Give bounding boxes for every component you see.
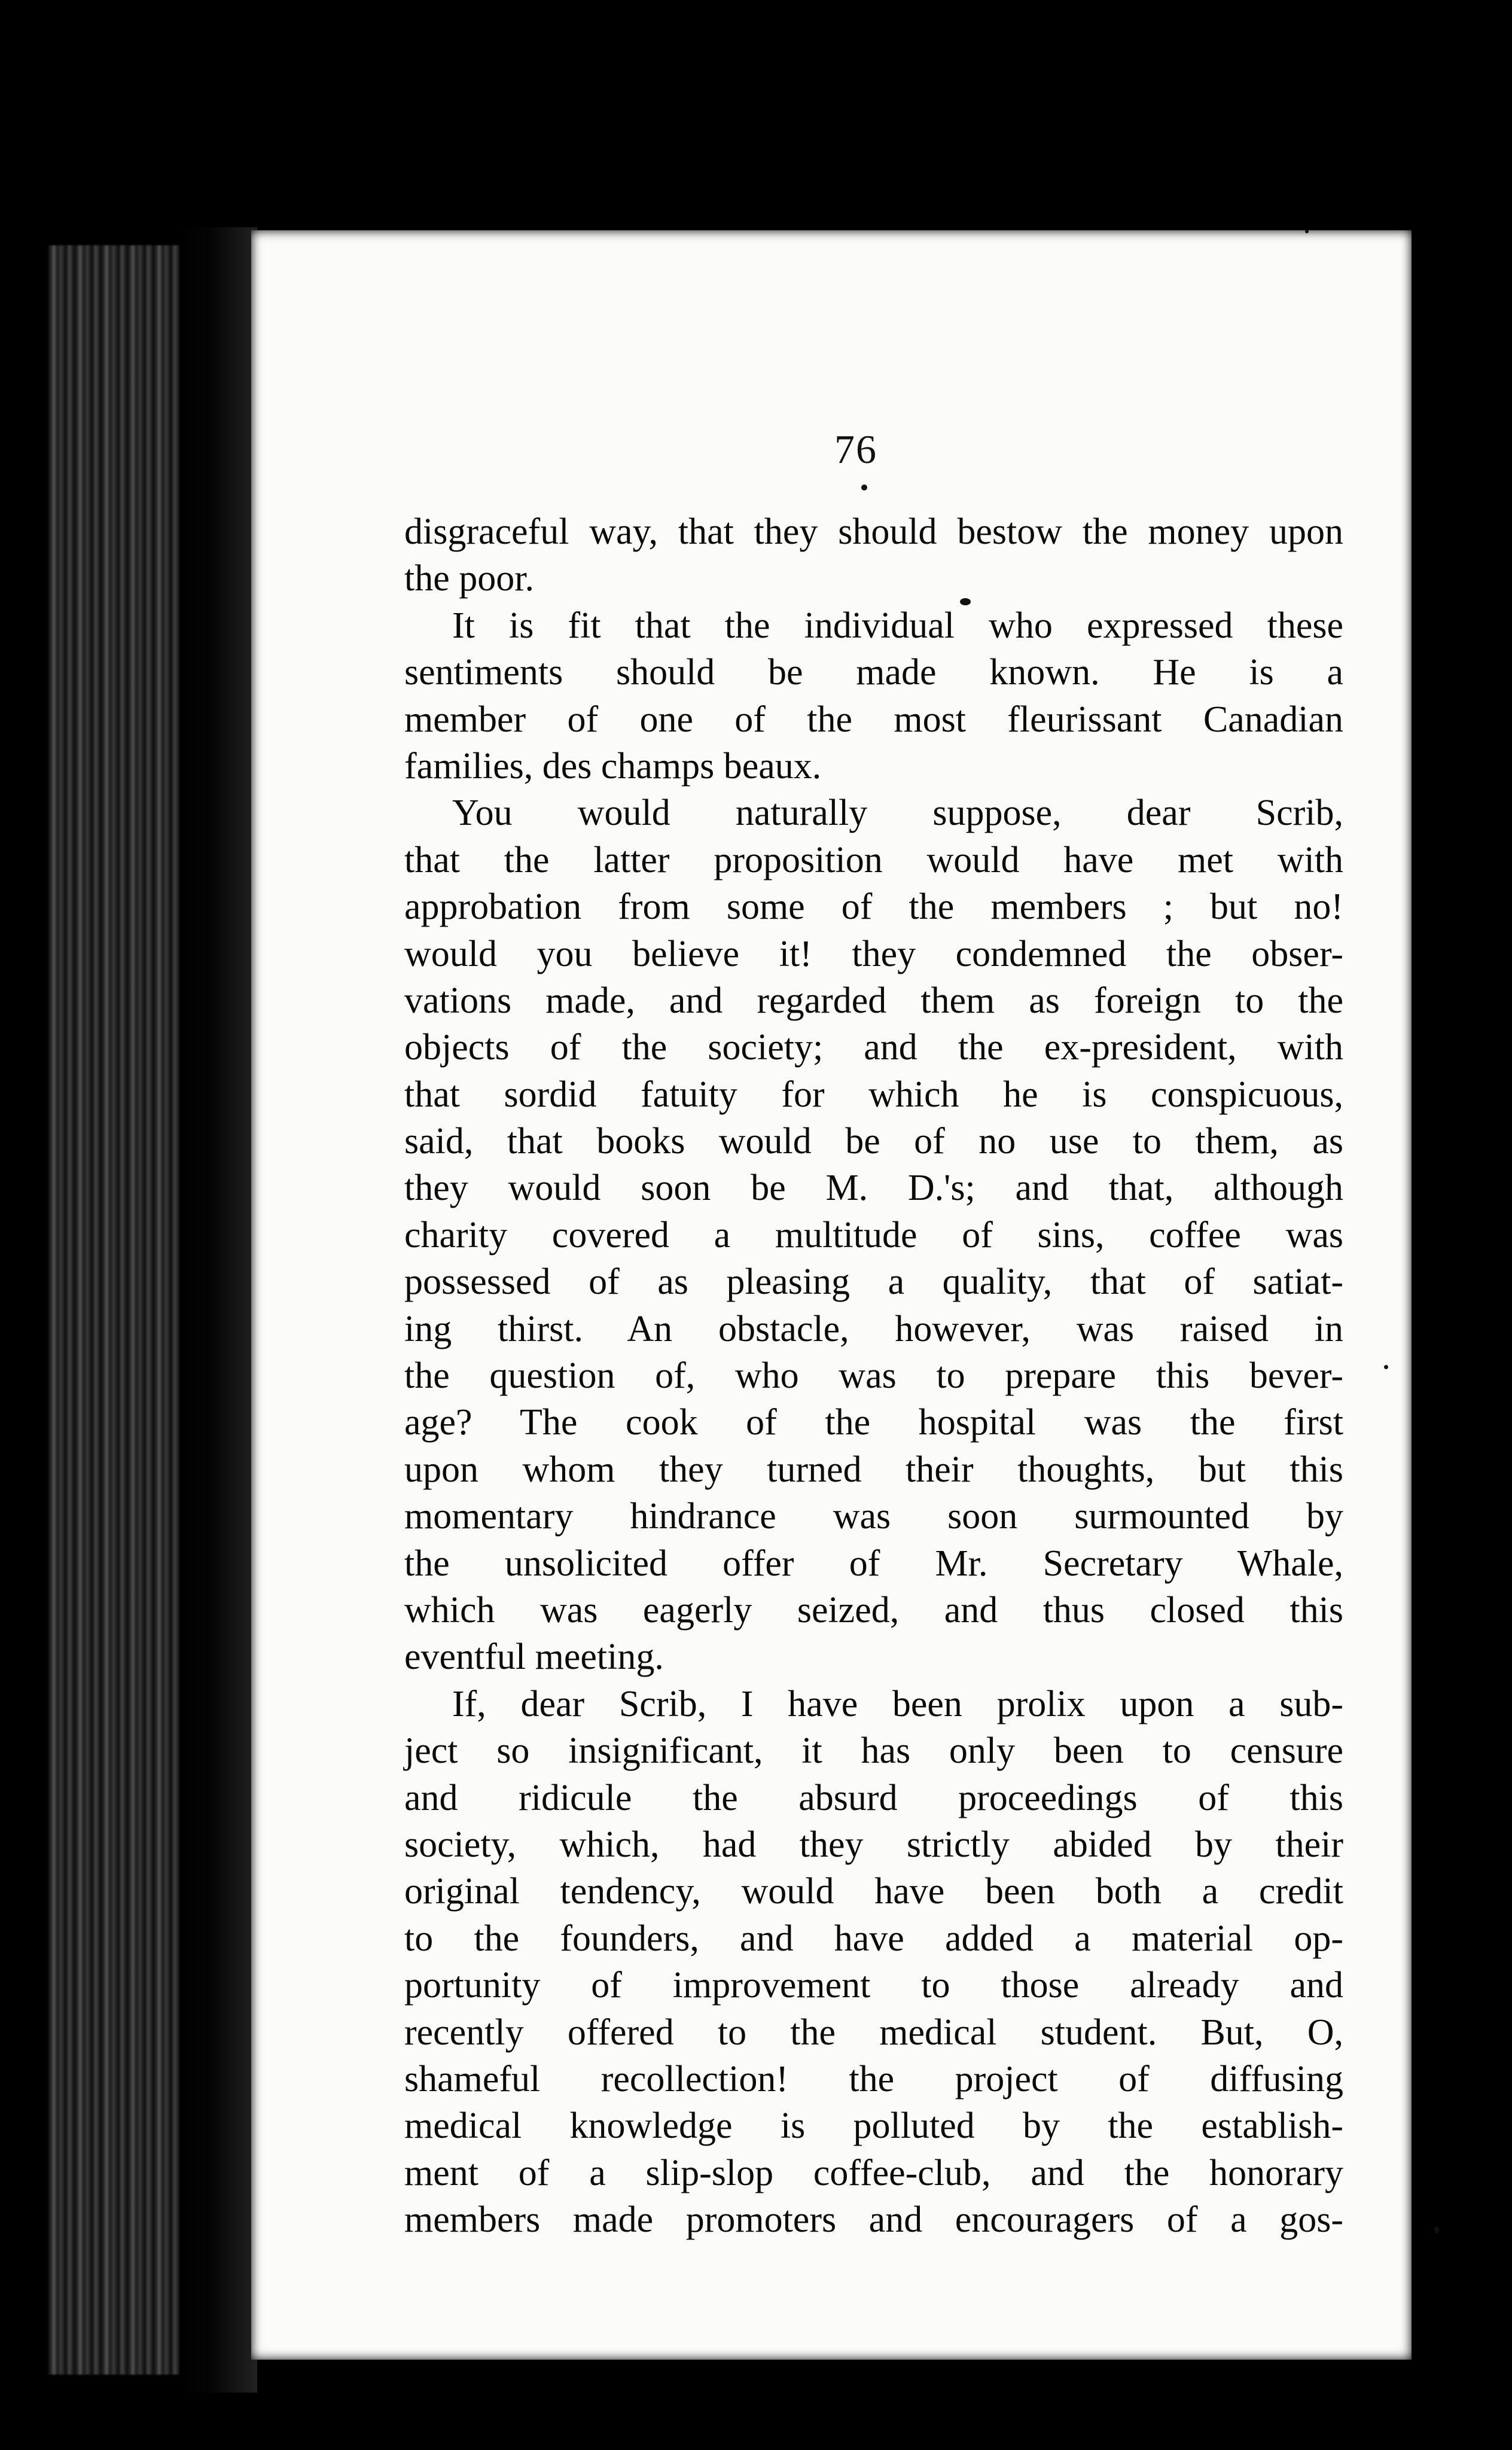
text-line: said, that books would be of no use to them, as (404, 1121, 1343, 1162)
text-line: vations made, and regarded them as foreign to the (404, 980, 1343, 1021)
text-line: objects of the society; and the ex-president, with (404, 1027, 1343, 1068)
text-line: that sordid fatuity for which he is conspicuous, (404, 1074, 1343, 1115)
text-line: charity covered a multitude of sins, coffee was (404, 1214, 1343, 1256)
text-line: shameful recollection! the project of diffusing (404, 2058, 1343, 2099)
text-line: possessed of as pleasing a quality, that of satiat- (404, 1261, 1343, 1303)
text-line: to the founders, and have added a material op- (404, 1918, 1343, 1959)
text-line: eventful meeting. (404, 1637, 664, 1678)
text-line: ing thirst. An obstacle, however, was raised in (404, 1308, 1343, 1349)
text-line: the question of, who was to prepare this bever- (404, 1355, 1343, 1397)
text-line: families, des champs beaux. (404, 745, 822, 787)
text-line: portunity of improvement to those already and (404, 1965, 1343, 2006)
text-line: ment of a slip-slop coffee-club, and the honorary (404, 2152, 1343, 2193)
text-line: member of one of the most fleurissant Canadian (404, 699, 1343, 740)
text-line: society, which, had they strictly abided by their (404, 1824, 1343, 1865)
text-line: medical knowledge is polluted by the establish- (404, 2105, 1343, 2147)
text-line: and ridicule the absurd proceedings of this (404, 1777, 1343, 1818)
text-line: the poor. (404, 558, 534, 599)
ink-speck (861, 484, 867, 490)
text-line: the unsolicited offer of Mr. Secretary Whale, (404, 1543, 1343, 1584)
text-line: ject so insignificant, it has only been to censure (404, 1730, 1343, 1772)
paragraph-first-line: If, dear Scrib, I have been prolix upon a sub- (452, 1683, 1343, 1724)
text-line: that the latter proposition would have met with (404, 839, 1343, 880)
text-line: recently offered to the medical student. But, O, (404, 2012, 1343, 2053)
text-line: which was eagerly seized, and thus closed this (404, 1589, 1343, 1631)
ink-speck (1384, 1365, 1388, 1369)
ink-speck (1434, 2226, 1439, 2233)
ink-speck (1305, 230, 1309, 233)
text-line: would you believe it! they condemned the obser- (404, 933, 1343, 974)
page-number: 76 (834, 426, 877, 472)
paragraph-first-line: You would naturally suppose, dear Scrib, (452, 793, 1343, 834)
body-text (404, 508, 1343, 2243)
text-line: members made promoters and encouragers of a gos- (404, 2199, 1343, 2241)
text-line: momentary hindrance was soon surmounted by (404, 1496, 1343, 1537)
text-line: sentiments should be made known. He is a (404, 652, 1343, 693)
text-line: original tendency, would have been both a credit (404, 1871, 1343, 1912)
paragraph-first-line: It is fit that the individual who expressed these (452, 605, 1343, 646)
text-line: upon whom they turned their thoughts, but this (404, 1449, 1343, 1490)
text-line: approbation from some of the members ; but no! (404, 886, 1343, 928)
gutter-shadow (179, 227, 257, 2393)
text-line: disgraceful way, that they should bestow the money upon (404, 511, 1343, 552)
text-line: they would soon be M. D.'s; and that, although (404, 1168, 1343, 1209)
ink-speck (960, 598, 971, 605)
text-line: age? The cook of the hospital was the first (404, 1402, 1343, 1443)
